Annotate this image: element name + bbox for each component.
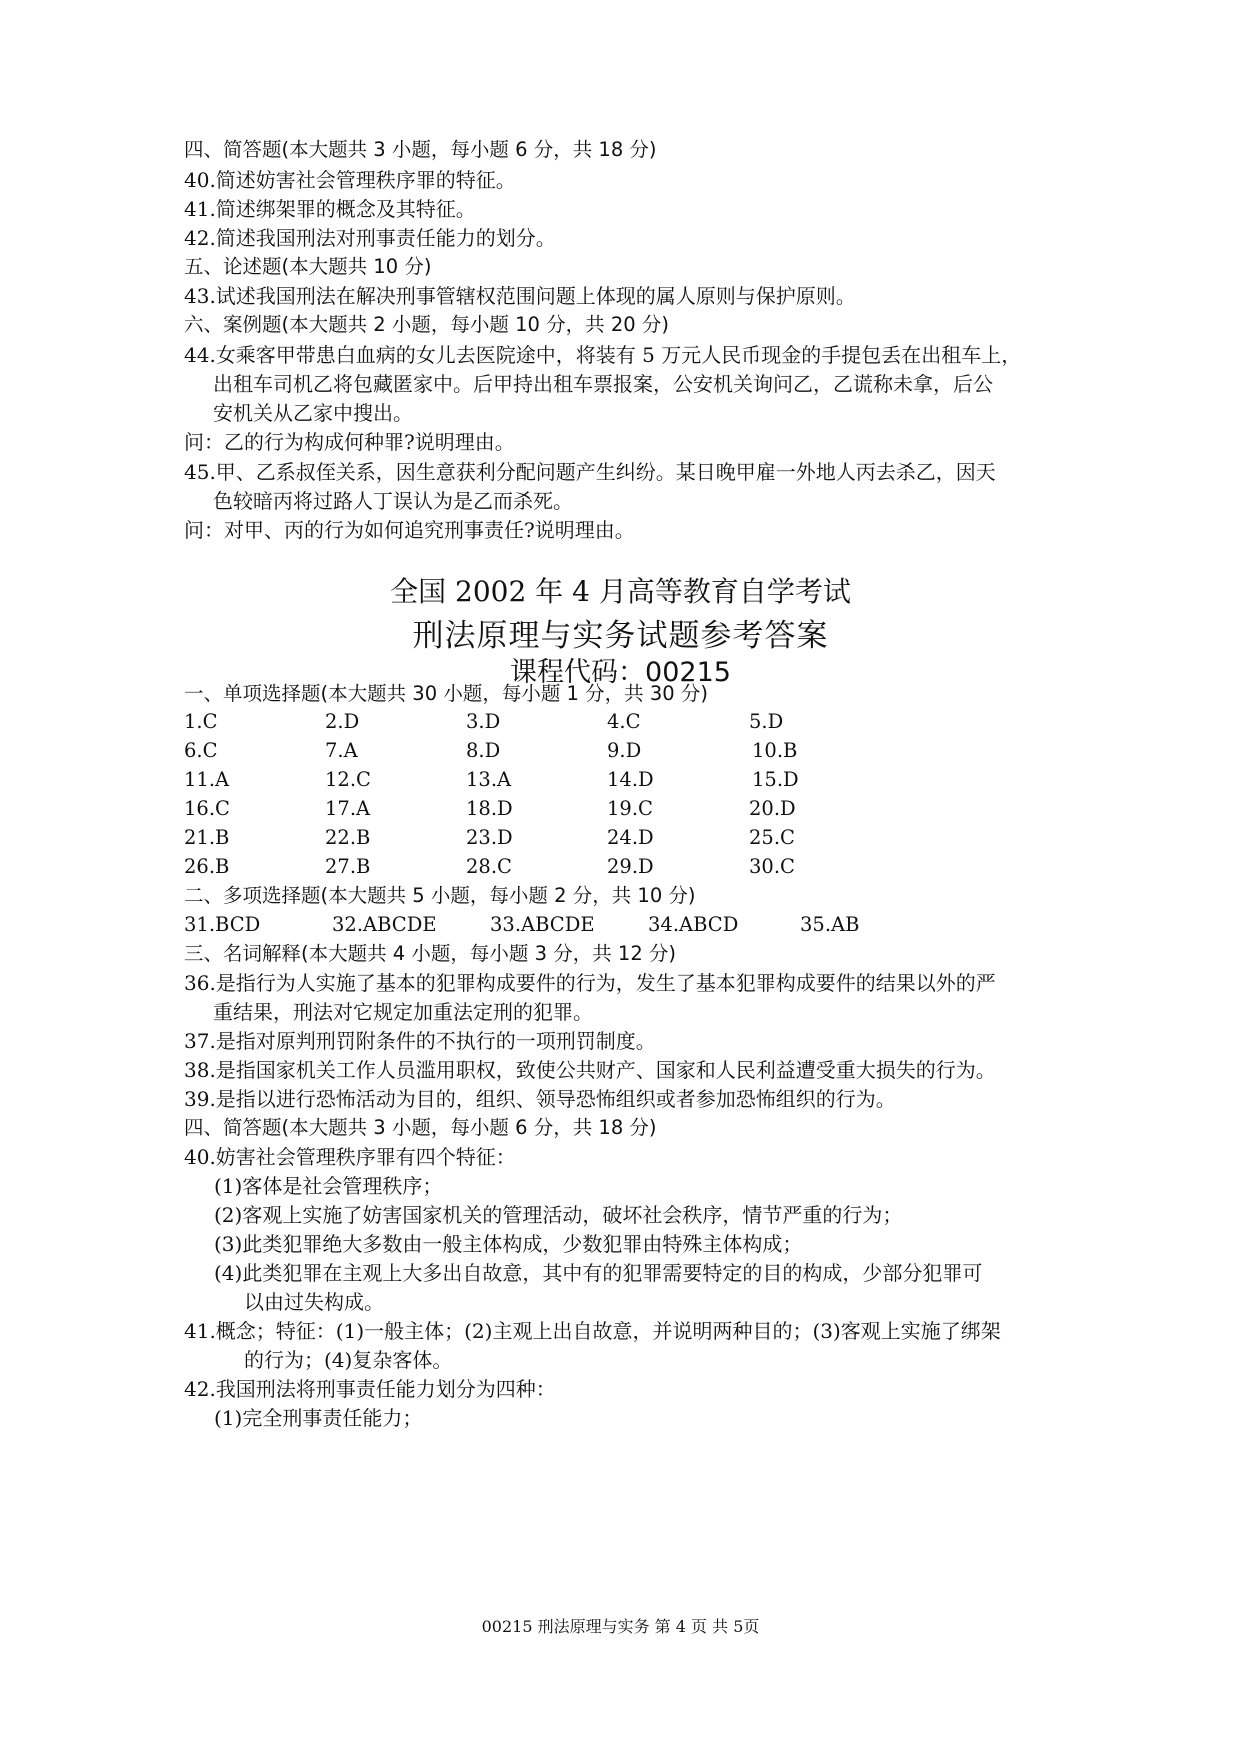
answer-cell: 32.ABCDE (332, 913, 437, 936)
answer-37: 37.是指对原判刑罚附条件的不执行的一项刑罚制度。 (184, 1029, 656, 1053)
question-45-continued: 色较暗丙将过路人丁误认为是乙而杀死。 (213, 489, 573, 513)
answer-40-point: (2)客观上实施了妨害国家机关的管理活动，破坏社会秩序，情节严重的行为； (214, 1203, 903, 1227)
answer-40-continued: 以由过失构成。 (244, 1290, 384, 1314)
answer-38: 38.是指国家机关工作人员滥用职权，致使公共财产、国家和人民利益遭受重大损失的行为。 (184, 1058, 996, 1082)
course-code: 课程代码：00215 (510, 657, 731, 688)
answer-title-exam: 全国 2002 年 4 月高等教育自学考试 (390, 575, 851, 608)
answer-cell: 29.D (607, 855, 654, 878)
answer-cell: 11.A (184, 768, 230, 791)
answer-41: 41.概念；特征：(1)一般主体；(2)主观上出自故意，并说明两种目的；(3)客观上实施了绑架 (184, 1319, 1001, 1343)
question-44-continued: 安机关从乙家中搜出。 (213, 401, 413, 425)
answer-39: 39.是指以进行恐怖活动为目的，组织、领导恐怖组织或者参加恐怖组织的行为。 (184, 1087, 896, 1111)
answer-cell: 9.D (607, 739, 642, 762)
section-heading: 五、论述题(本大题共 10 分) (184, 255, 432, 278)
answer-cell: 16.C (184, 797, 230, 820)
answer-cell: 7.A (325, 739, 358, 762)
answer-cell: 17.A (325, 797, 371, 820)
answer-42: 42.我国刑法将刑事责任能力划分为四种： (184, 1377, 556, 1401)
answer-cell: 34.ABCD (648, 913, 739, 936)
section-heading: 二、多项选择题(本大题共 5 小题，每小题 2 分，共 10 分) (184, 884, 696, 907)
answer-41-continued: 的行为；(4)复杂客体。 (244, 1348, 453, 1372)
answer-cell: 22.B (325, 826, 371, 849)
answer-cell: 2.D (325, 710, 360, 733)
answer-cell: 19.C (607, 797, 653, 820)
answer-cell: 33.ABCDE (490, 913, 595, 936)
answer-cell: 5.D (749, 710, 784, 733)
section-heading: 四、简答题(本大题共 3 小题，每小题 6 分，共 18 分) (184, 138, 657, 161)
question-41: 41.简述绑架罪的概念及其特征。 (184, 197, 476, 221)
question-44-ask: 问：乙的行为构成何种罪?说明理由。 (184, 430, 515, 454)
answer-40: 40.妨害社会管理秩序罪有四个特征： (184, 1145, 516, 1169)
section-heading: 一、单项选择题(本大题共 30 小题，每小题 1 分，共 30 分) (184, 682, 708, 705)
answer-cell: 3.D (466, 710, 501, 733)
answer-cell: 20.D (749, 797, 796, 820)
answer-36-continued: 重结果，刑法对它规定加重法定刑的犯罪。 (213, 1000, 593, 1024)
answer-42-point: (1)完全刑事责任能力； (214, 1406, 423, 1430)
answer-cell: 13.A (466, 768, 512, 791)
answer-cell: 18.D (466, 797, 513, 820)
answer-cell: 8.D (466, 739, 501, 762)
answer-title-subject: 刑法原理与实务试题参考答案 (412, 618, 829, 654)
answer-cell: 31.BCD (184, 913, 261, 936)
answer-cell: 10.B (752, 739, 798, 762)
question-45: 45.甲、乙系叔侄关系，因生意获利分配问题产生纠纷。某日晚甲雇一外地人丙去杀乙，因天 (184, 460, 996, 484)
answer-cell: 12.C (325, 768, 371, 791)
answer-cell: 1.C (184, 710, 218, 733)
answer-cell: 4.C (607, 710, 641, 733)
answer-cell: 24.D (607, 826, 654, 849)
answer-cell: 27.B (325, 855, 371, 878)
answer-cell: 14.D (607, 768, 654, 791)
question-40: 40.简述妨害社会管理秩序罪的特征。 (184, 168, 516, 192)
answer-cell: 21.B (184, 826, 230, 849)
section-heading: 四、简答题(本大题共 3 小题，每小题 6 分，共 18 分) (184, 1116, 657, 1139)
answer-cell: 6.C (184, 739, 218, 762)
answer-40-point: (1)客体是社会管理秩序； (214, 1174, 443, 1198)
answer-40-point: (4)此类犯罪在主观上大多出自故意，其中有的犯罪需要特定的目的构成，少部分犯罪可 (214, 1261, 983, 1285)
answer-36: 36.是指行为人实施了基本的犯罪构成要件的行为，发生了基本犯罪构成要件的结果以外的严 (184, 971, 996, 995)
question-44-continued: 出租车司机乙将包藏匿家中。后甲持出租车票报案，公安机关询问乙，乙谎称未拿，后公 (213, 372, 993, 396)
question-42: 42.简述我国刑法对刑事责任能力的划分。 (184, 226, 556, 250)
answer-cell: 30.C (749, 855, 795, 878)
answer-cell: 15.D (752, 768, 799, 791)
answer-cell: 23.D (466, 826, 513, 849)
answer-cell: 28.C (466, 855, 512, 878)
question-43: 43.试述我国刑法在解决刑事管辖权范围问题上体现的属人原则与保护原则。 (184, 284, 856, 308)
answer-cell: 25.C (749, 826, 795, 849)
answer-cell: 26.B (184, 855, 230, 878)
page-footer: 00215 刑法原理与实务 第 4 页 共 5页 (481, 1617, 760, 1636)
answer-cell: 35.AB (800, 913, 860, 936)
section-heading: 三、名词解释(本大题共 4 小题，每小题 3 分，共 12 分) (184, 942, 677, 965)
question-45-ask: 问：对甲、丙的行为如何追究刑事责任?说明理由。 (184, 518, 635, 542)
question-44: 44.女乘客甲带患白血病的女儿去医院途中，将装有 5 万元人民币现金的手提包丢在出租车上， (184, 343, 1022, 367)
answer-40-point: (3)此类犯罪绝大多数由一般主体构成，少数犯罪由特殊主体构成； (214, 1232, 803, 1256)
section-heading: 六、案例题(本大题共 2 小题，每小题 10 分，共 20 分) (184, 313, 669, 336)
